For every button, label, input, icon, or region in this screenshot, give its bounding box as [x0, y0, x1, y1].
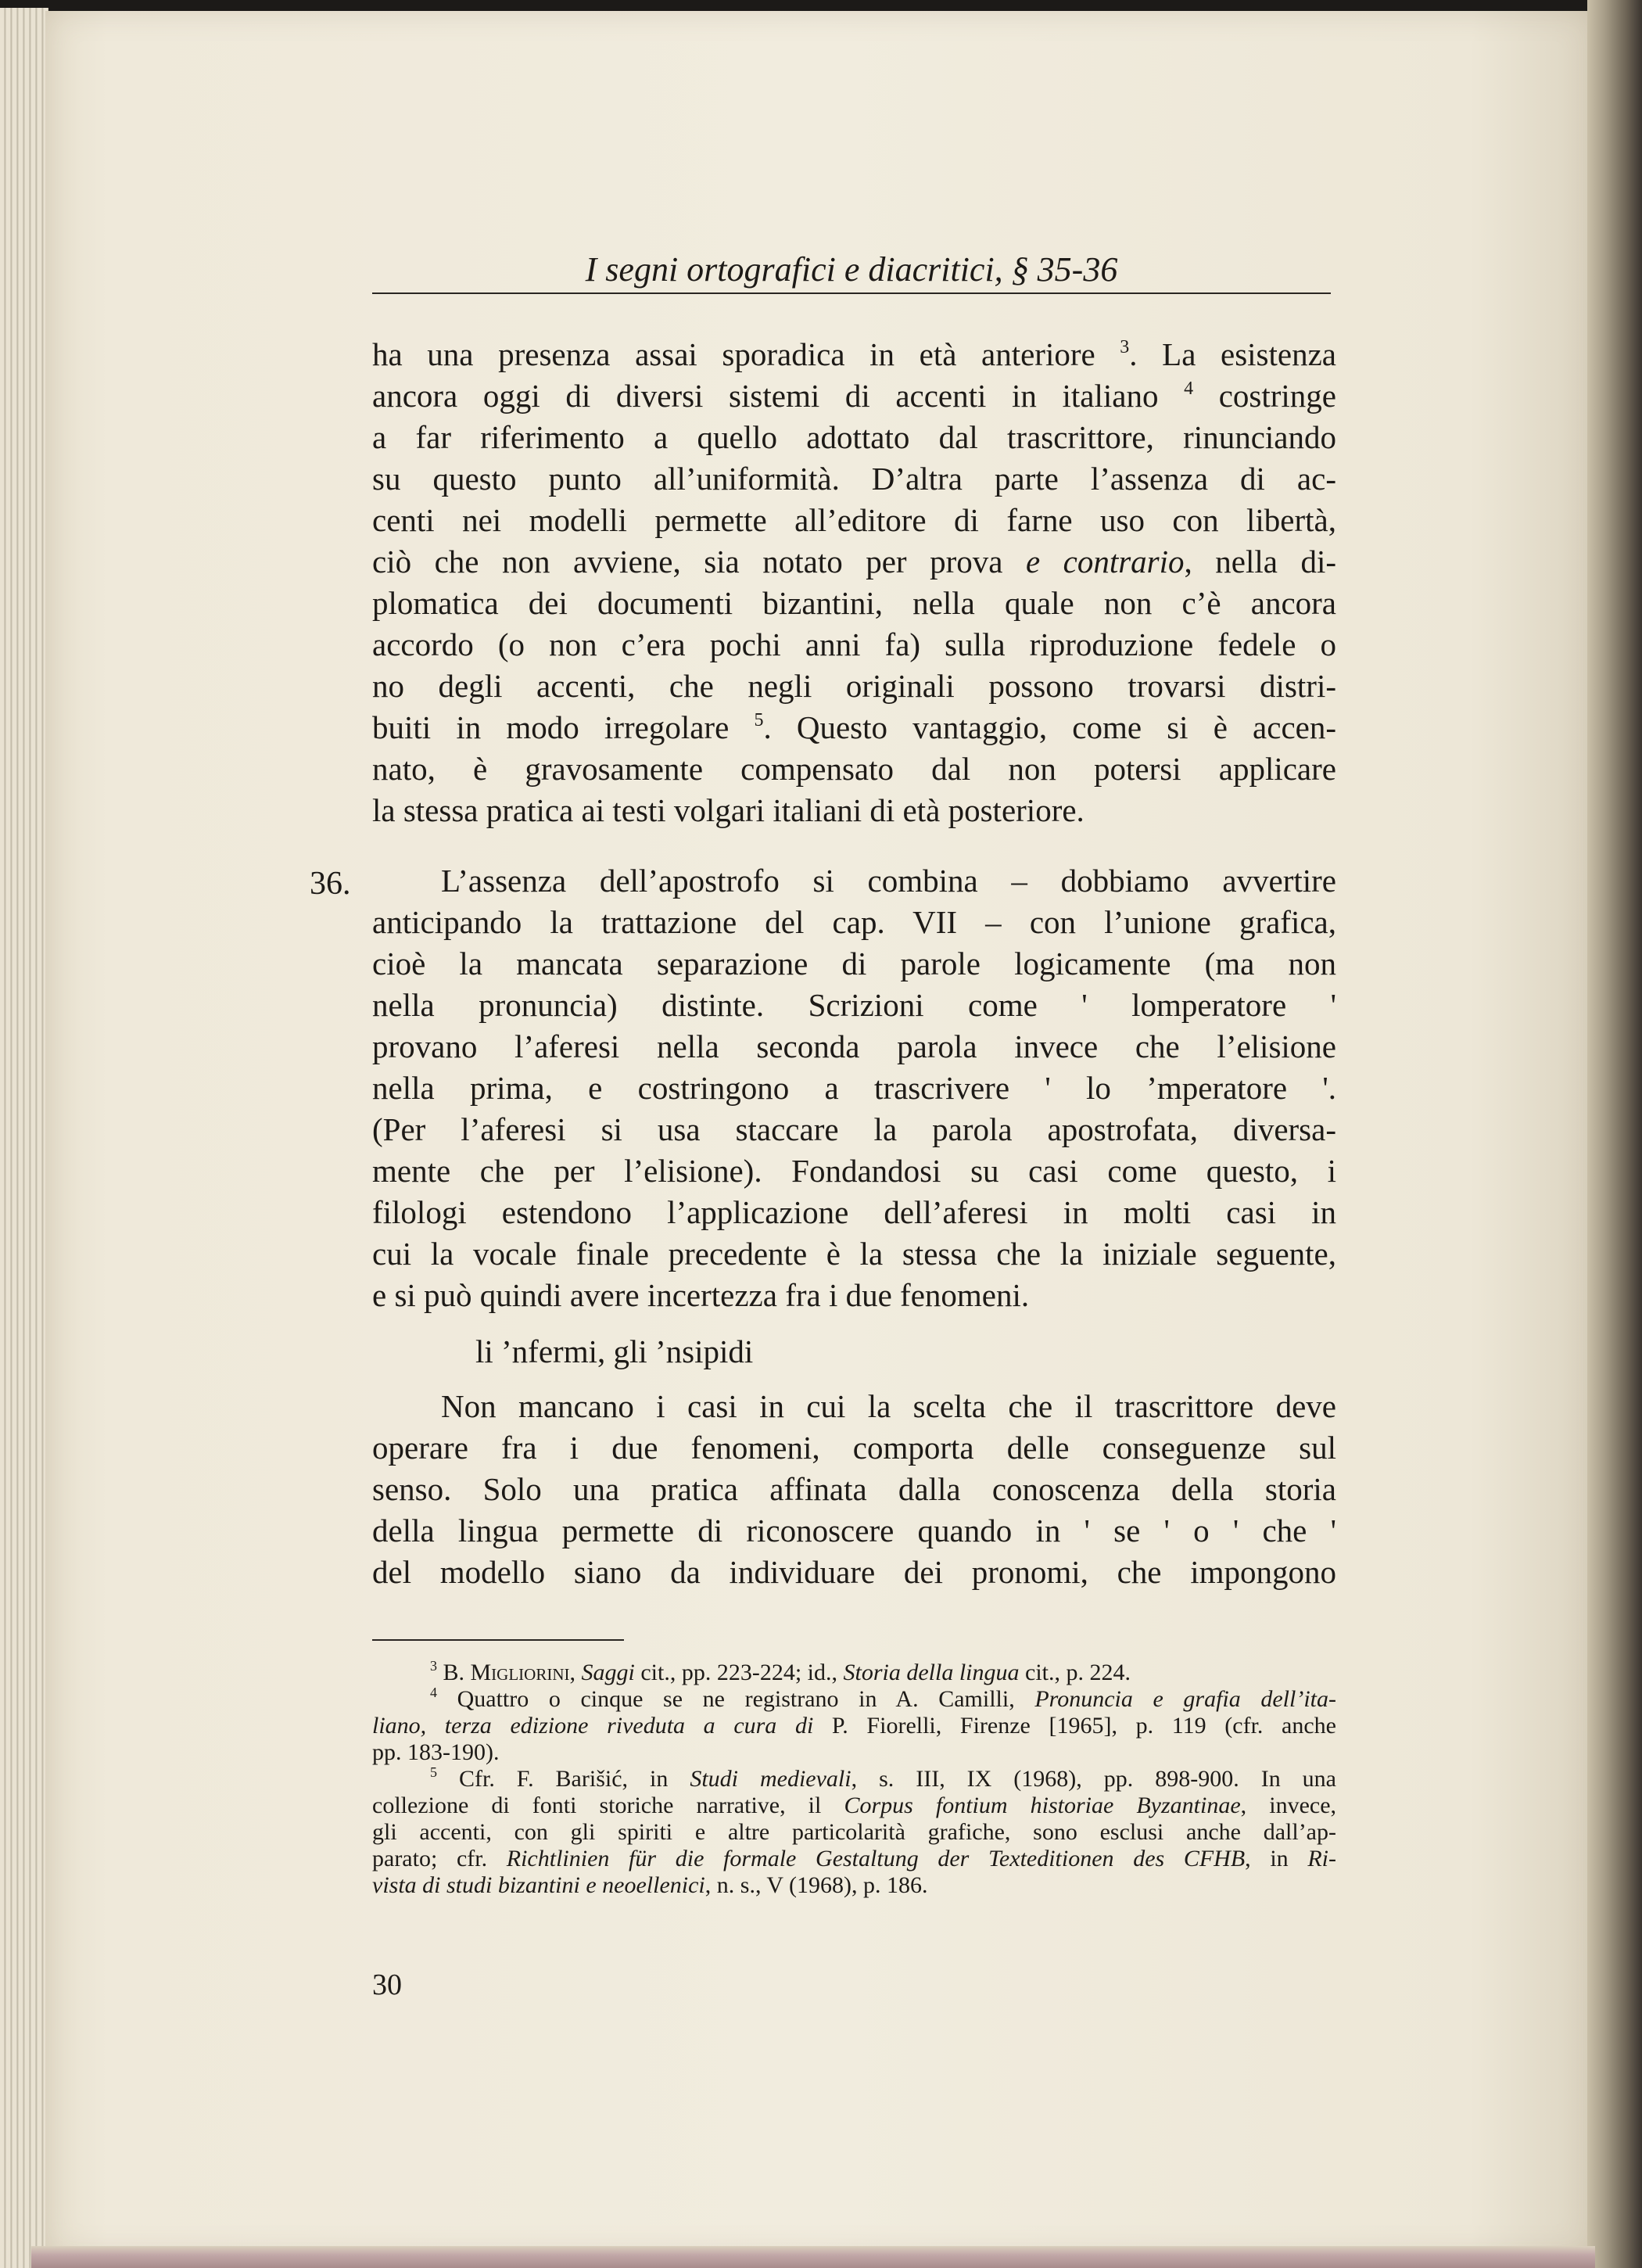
footnote-ref: 5	[754, 710, 764, 730]
text-line: anticipando la trattazione del cap. VII – con l’unione grafica,	[372, 904, 1336, 940]
text-line: Non mancano i casi in cui la scelta che il trascrittore deve	[441, 1388, 1336, 1424]
text-line: del modello siano da individuare dei pronomi, che impongono	[372, 1554, 1336, 1590]
book-cover-edge	[31, 2246, 1595, 2268]
text-line: no degli accenti, che negli originali possono trovarsi distri-	[372, 668, 1336, 704]
text-line: ciò che non avviene, sia notato per prova e contrario, nella di-	[372, 544, 1336, 580]
text-line: nella prima, e costringono a trascrivere ' lo ’mperatore '.	[372, 1070, 1336, 1106]
text-line: operare fra i due fenomeni, comporta delle conseguenze sul	[372, 1430, 1336, 1466]
text-line: nella pronuncia) distinte. Scrizioni come ' lomperatore '	[372, 987, 1336, 1023]
footnote-3: $^3$ B. Migliorini, Saggi cit., pp. 223-224; id., Storia della lingua cit., p. 224.	[430, 1658, 1131, 1685]
text-line: ha una presenza assai sporadica in età anteriore $^3$. La esistenza	[372, 336, 1336, 372]
section-number: 36.	[310, 866, 351, 902]
text-line: L’assenza dell’apostrofo si combina – dobbiamo avvertire	[441, 863, 1336, 899]
footnote-5-line: vista di studi bizantini e neoellenici, n. s., V (1968), p. 186.	[372, 1872, 928, 1898]
text-line: su questo punto all’uniformità. D’altra parte l’assenza di ac-	[372, 461, 1336, 497]
text-line: provano l’aferesi nella seconda parola invece che l’elisione	[372, 1028, 1336, 1064]
paragraph-37	[372, 1386, 1336, 1593]
text-line: a far riferimento a quello adottato dal trascrittore, rinunciando	[372, 419, 1336, 455]
text-line: la stessa pratica ai testi volgari italiani di età posteriore.	[372, 792, 1085, 828]
text-line: senso. Solo una pratica affinata dalla conoscenza della storia	[372, 1471, 1336, 1507]
text-line: filologi estendono l’applicazione dell’aferesi in molti casi in	[372, 1194, 1336, 1230]
paragraph-35	[372, 334, 1336, 831]
footnotes	[372, 1660, 1336, 1899]
text-line: mente che per l’elisione). Fondandosi su casi come questo, i	[372, 1153, 1336, 1189]
text-line: cioè la mancata separazione di parole logicamente (ma non	[372, 946, 1336, 981]
footnote-4: $^4$ Quattro o cinque se ne registrano in A. Camilli, Pronuncia e grafia dell’ita-	[430, 1685, 1336, 1712]
book-spine-shadow	[1587, 0, 1642, 2268]
text-line: e si può quindi avere incertezza fra i due fenomeni.	[372, 1277, 1030, 1313]
text-line: centi nei modelli permette all’editore di farne uso con libertà,	[372, 502, 1336, 538]
text-line: accordo (o non c’era pochi anni fa) sulla riproduzione fedele o	[372, 626, 1336, 662]
running-head: I segni ortografici e diacritici, § 35-36	[585, 250, 1118, 289]
text-line: cui la vocale finale precedente è la stessa che la iniziale seguente,	[372, 1236, 1336, 1272]
example-line	[372, 1331, 1336, 1373]
text-line: plomatica dei documenti bizantini, nella quale non c’è ancora	[372, 585, 1336, 621]
footnote-ref: 4	[1184, 379, 1194, 399]
footnote-4-line: pp. 183-190).	[372, 1739, 500, 1765]
text-line: ancora oggi di diversi sistemi di accenti in italiano $^4$ costringe	[372, 378, 1336, 414]
example-text: li ’nfermi, gli ’nsipidi	[475, 1333, 754, 1369]
running-head-rule	[372, 292, 1331, 294]
footnote-rule	[372, 1639, 624, 1641]
text-line: nato, è gravosamente compensato dal non potersi applicare	[372, 751, 1336, 787]
footnote-5: $^5$ Cfr. F. Barišić, in Studi medievali, s. III, IX (1968), pp. 898-900. In una	[430, 1764, 1336, 1792]
text-line: della lingua permette di riconoscere quando in ' se ' o ' che '	[372, 1513, 1336, 1548]
page-number: 30	[372, 1968, 402, 2001]
footnote-5-line: collezione di fonti storiche narrative, il Corpus fontium historiae Byzantinae, invece,	[372, 1793, 1337, 1818]
stacked-page-edges	[0, 8, 48, 2268]
footnote-ref: 3	[1120, 337, 1130, 357]
text-line: (Per l’aferesi si usa staccare la parola apostrofata, diversa-	[372, 1111, 1336, 1147]
paragraph-36	[372, 860, 1336, 1316]
footnote-5-line: parato; cfr. Richtlinien für die formale Gestaltung der Texteditionen des CFHB, in Ri-	[372, 1846, 1336, 1871]
footnote-4-line: liano, terza edizione riveduta a cura di P. Fiorelli, Firenze [1965], p. 119 (cfr. anche	[372, 1713, 1337, 1739]
footnote-5-line: gli accenti, con gli spiriti e altre particolarità grafiche, sono esclusi anche dall’ap-	[372, 1819, 1336, 1845]
text-line: buiti in modo irregolare $^5$. Questo vantaggio, come si è accen-	[372, 709, 1337, 745]
